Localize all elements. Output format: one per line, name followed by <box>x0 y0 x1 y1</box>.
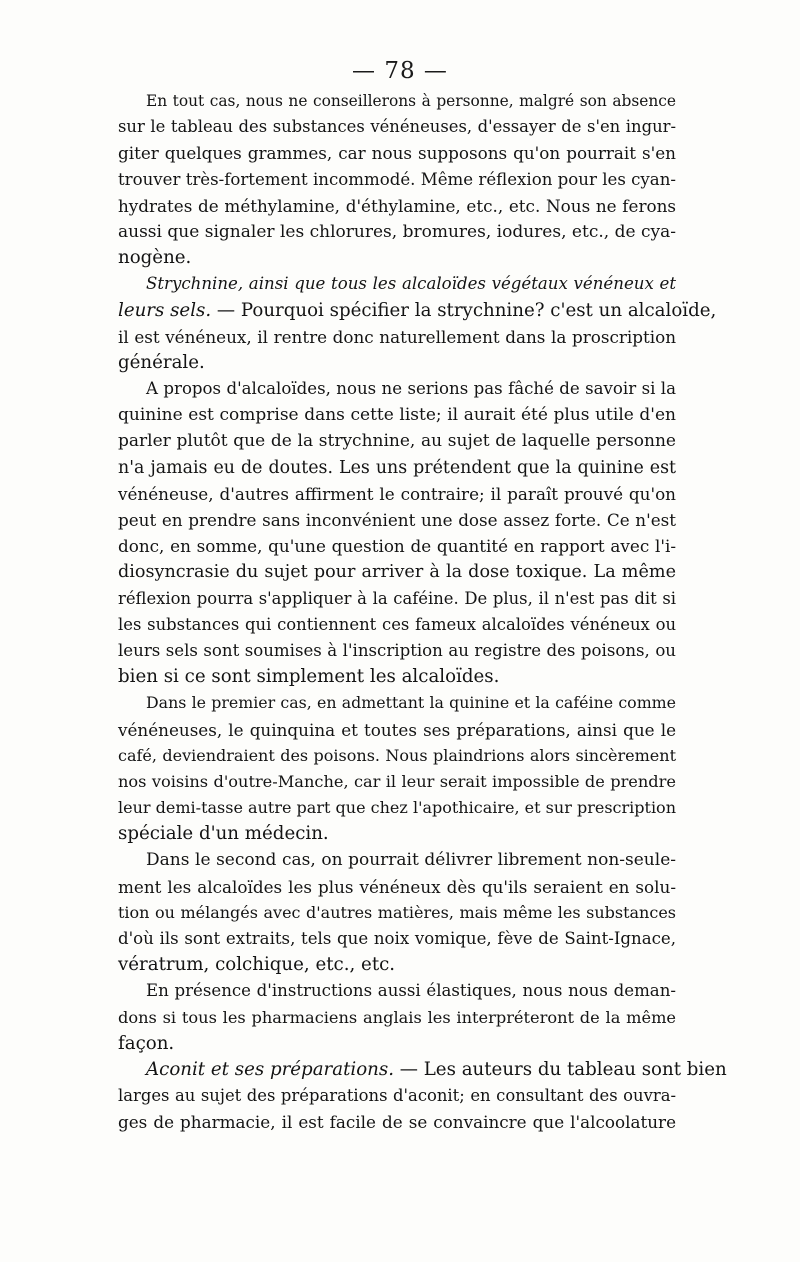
text-line: vénéneuses, le quinquina et toutes ses préparations, ainsi que le <box>118 719 676 740</box>
text-line: trouver très-fortement incommodé. Même réflexion pour les cyan- <box>118 169 676 189</box>
text-line: tion ou mélangés avec d'autres matières, mais même les substances <box>118 902 676 922</box>
text-line: ment les alcaloïdes les plus vénéneux dès qu'ils seraient en solu- <box>118 876 676 897</box>
text-line: diosyncrasie du sujet pour arriver à la dose toxique. La même <box>118 562 676 583</box>
text-line: parler plutôt que de la strychnine, au sujet de laquelle personne <box>118 431 676 452</box>
text-line: peut en prendre sans inconvénient une dose assez forte. Ce n'est <box>118 510 676 530</box>
section-heading: Aconit et ses préparations. <box>146 1058 394 1080</box>
text-line: giter quelques grammes, car nous supposons qu'on pourrait s'en <box>118 143 676 164</box>
text-line: vératrum, colchique, etc., etc. <box>118 954 396 976</box>
text-line: En tout cas, nous ne conseillerons à personne, malgré son absence <box>146 92 676 110</box>
text-line: nogène. <box>118 247 192 269</box>
text-line: bien si ce sont simplement les alcaloïdes. <box>118 666 500 688</box>
text-line: façon. <box>118 1032 175 1054</box>
text-line: nos voisins d'outre-Manche, car il leur serait impossible de prendre <box>118 771 676 791</box>
text-line: donc, en somme, qu'une question de quantité en rapport avec l'i- <box>118 536 676 557</box>
text-line: hydrates de méthylamine, d'éthylamine, etc., etc. Nous ne ferons <box>118 195 676 216</box>
text-line: quinine est comprise dans cette liste; il aurait été plus utile d'en <box>118 405 676 426</box>
body-text <box>118 88 727 1136</box>
text-line: générale. <box>118 351 205 373</box>
text-line: En présence d'instructions aussi élastiques, nous nous deman- <box>146 981 676 1001</box>
page-number: — 78 — <box>352 58 448 84</box>
text-line: aussi que signaler les chlorures, bromures, iodures, etc., de cya- <box>118 221 676 242</box>
text-line: Dans le premier cas, en admettant la quinine et la caféine comme <box>146 693 676 713</box>
text-run: — Les auteurs du tableau sont bien <box>393 1058 727 1080</box>
text-line: larges au sujet des préparations d'aconit; en consultant des ouvra- <box>118 1086 676 1106</box>
text-line: leurs sels sont soumises à l'inscription au registre des poisons, ou <box>118 640 676 660</box>
text-line: ges de pharmacie, il est facile de se convaincre que l'alcoolature <box>118 1112 676 1133</box>
text-line: d'où ils sont extraits, tels que noix vomique, fève de Saint-Ignace, <box>118 929 676 948</box>
text-line: Dans le second cas, on pourrait délivrer librement non-seule- <box>146 850 676 871</box>
text-line: spéciale d'un médecin. <box>118 823 329 845</box>
section-heading-cont: leurs sels. <box>118 299 212 321</box>
text-line: A propos d'alcaloïdes, nous ne serions pas fâché de savoir si la <box>146 379 676 399</box>
text-line: il est vénéneux, il rentre donc naturellement dans la proscription <box>118 326 676 347</box>
text-line <box>118 1057 727 1083</box>
text-line: café, deviendraient des poisons. Nous plaindrions alors sincèrement <box>118 745 676 765</box>
text-line: sur le tableau des substances vénéneuses, d'essayer de s'en ingur- <box>118 117 676 137</box>
text-line: n'a jamais eu de doutes. Les uns prétendent que la quinine est <box>118 457 676 478</box>
text-line: les substances qui contiennent ces fameux alcaloïdes vénéneux ou <box>118 614 676 634</box>
section-heading: Strychnine, ainsi que tous les alcaloïdes végétaux vénéneux et <box>146 274 676 294</box>
text-line: réflexion pourra s'appliquer à la caféine. De plus, il n'est pas dit si <box>118 588 676 608</box>
text-line: dons si tous les pharmaciens anglais les interpréteront de la même <box>118 1007 676 1027</box>
text-line: vénéneuse, d'autres affirment le contraire; il paraît prouvé qu'on <box>118 483 676 504</box>
text-line: leur demi-tasse autre part que chez l'apothicaire, et sur prescription <box>118 798 676 818</box>
text-line <box>118 298 717 324</box>
text-run: — Pourquoi spécifier la strychnine? c'est un alcaloïde, <box>211 299 717 321</box>
